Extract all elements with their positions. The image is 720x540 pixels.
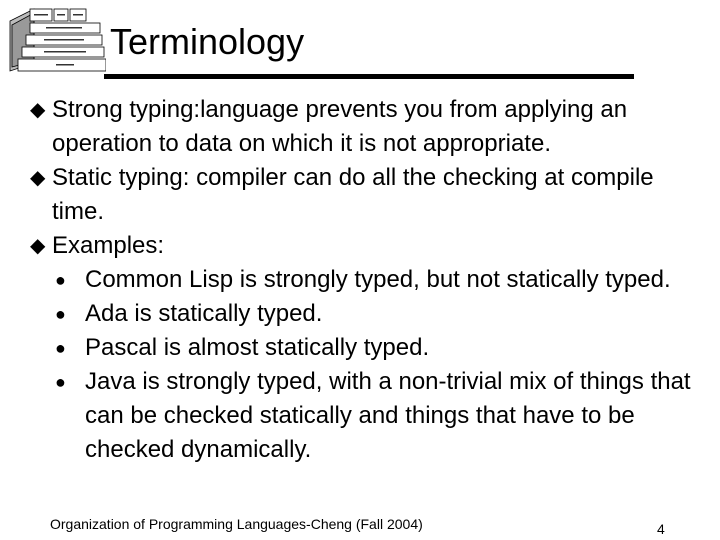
slide-body (30, 93, 710, 467)
bullet-static-typing (30, 161, 710, 229)
bullet-examples (30, 229, 710, 263)
stack-logo (6, 3, 106, 75)
bullet-text: Examples: (52, 232, 165, 259)
title-underline (104, 74, 634, 79)
sub-bullet-text: Java is strongly typed, with a non-trivial mix of things that can be checked statically and things that have to be checked dynamically. (85, 368, 691, 463)
sub-bullet-text: Pascal is almost statically typed. (85, 334, 430, 361)
round-bullet-icon: ● (55, 338, 66, 358)
sub-bullet-pascal (55, 331, 710, 365)
sub-bullet-ada (55, 297, 710, 331)
bullet-text: Static typing: compiler can do all the checking at compile time. (52, 164, 654, 225)
bullet-strong-typing (30, 93, 710, 161)
page-number: 4 (657, 521, 665, 537)
diamond-bullet-icon: ◆ (30, 99, 46, 121)
sub-bullet-java (55, 365, 710, 467)
slide-title: Terminology (110, 21, 305, 62)
round-bullet-icon: ● (55, 304, 66, 324)
sub-bullet-text: Common Lisp is strongly typed, but not statically typed. (85, 266, 671, 293)
slide-footer: Organization of Programming Languages-Cheng (Fall 2004) (50, 516, 423, 532)
diamond-bullet-icon: ◆ (30, 235, 46, 257)
diamond-bullet-icon: ◆ (30, 167, 46, 189)
sub-bullet-text: Ada is statically typed. (85, 300, 323, 327)
bullet-text: Strong typing:language prevents you from applying an operation to data on which it is not appropriate. (52, 96, 628, 157)
round-bullet-icon: ● (55, 270, 66, 290)
sub-bullet-lisp (55, 263, 710, 297)
round-bullet-icon: ● (55, 372, 66, 392)
